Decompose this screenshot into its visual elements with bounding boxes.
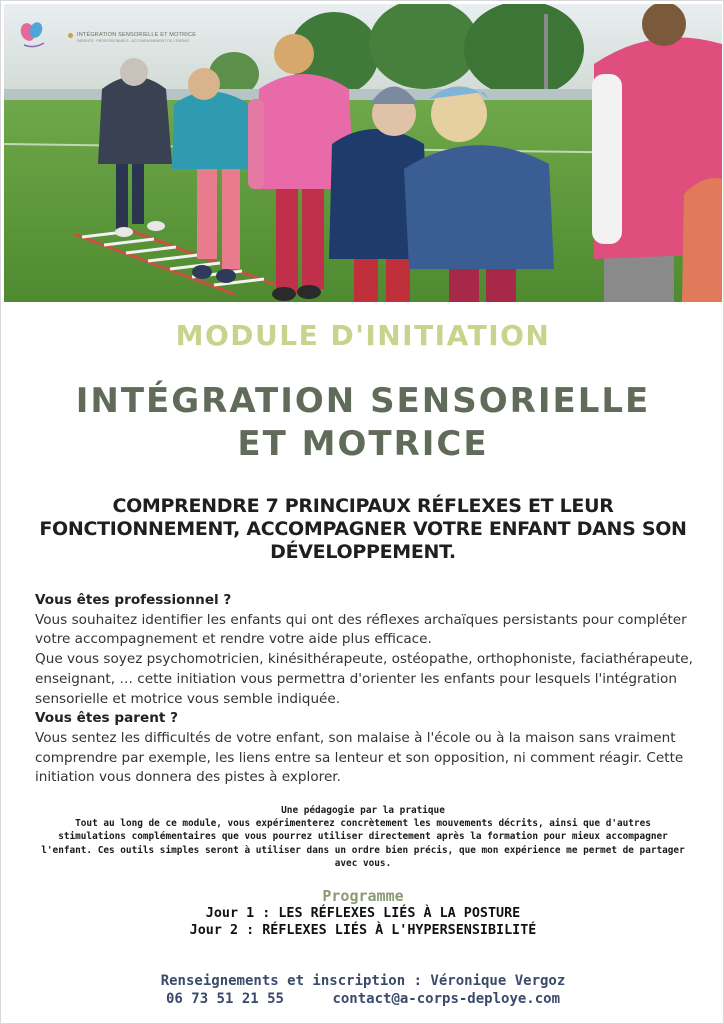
- contact-label: Renseignements et inscription : Véronique Vergoz: [160, 973, 566, 989]
- pro-question: Vous êtes professionnel ?: [35, 592, 232, 608]
- main-title-line2: ET MOTRICE: [237, 424, 489, 464]
- contact-email[interactable]: contact@a-corps-deploye.com: [332, 991, 561, 1007]
- pro-text-2: Que vous soyez psychomotricien, kinésithérapeute, ostéopathe, orthophoniste, faciathérapeute, enseignant, … cette initiation vous permettra d'orienter les enfants pour lesquels l'intégration sensorielle et motrice vous semble indiquée.: [35, 651, 693, 707]
- main-title: [1, 380, 724, 466]
- logo-dot-icon: [68, 33, 73, 38]
- contact-phone[interactable]: 06 73 51 21 55: [165, 991, 284, 1007]
- contact-section: [1, 972, 724, 1008]
- pedagogy-text: Tout au long de ce module, vous expérimenterez concrètement les mouvements décrits, ainsi que d'autres stimulations complémentaires que vous pourrez utiliser directement après la formation pour mieux accompagner l'enfant. Ces outils simples seront à utiliser dans un ordre bien précis, que mon expérience me permet de partager avec vous.: [41, 818, 685, 869]
- body-text: [35, 591, 695, 788]
- programme-section: [1, 887, 724, 939]
- contact-row: [1, 990, 724, 1008]
- pedagogy-section: [41, 804, 685, 870]
- pro-text-1: Vous souhaitez identifier les enfants qui ont des réflexes archaïques persistants pour compléter votre accompagnement et rendre votre aide plus efficace.: [35, 611, 687, 648]
- pedagogy-title: Une pédagogie par la pratique: [281, 805, 445, 816]
- butterfly-logo-icon: [16, 18, 52, 54]
- brand-logo: [16, 18, 196, 54]
- programme-day-1: Jour 1 : LES RÉFLEXES LIÉS À LA POSTURE: [205, 906, 521, 921]
- logo-subtitle: PARENTS · PROFESSIONNELS · ACCOMPAGNEMENT DE L'ENFANT: [77, 39, 190, 43]
- hero-photo: [4, 4, 722, 302]
- programme-day-2: Jour 2 : RÉFLEXES LIÉS À L'HYPERSENSIBILITÉ: [189, 922, 537, 938]
- logo-title: INTÉGRATION SENSORIELLE ET MOTRICE: [77, 32, 197, 38]
- programme-title: Programme: [322, 887, 404, 905]
- parent-text: Vous sentez les difficultés de votre enfant, son malaise à l'école ou à la maison sans vraiment comprendre par exemple, les liens entre sa lenteur et son opposition, ni comment réagir. Cette initiation vous donnera des pistes à explorer.: [35, 729, 684, 786]
- parent-question: Vous êtes parent ?: [35, 710, 178, 727]
- module-title: MODULE D'INITIATION: [175, 319, 551, 352]
- logo-text: [68, 18, 196, 43]
- main-title-line1: INTÉGRATION SENSORIELLE: [75, 381, 651, 421]
- subtitle: COMPRENDRE 7 PRINCIPAUX RÉFLEXES ET LEUR FONCTIONNEMENT, ACCOMPAGNER VOTRE ENFANT DANS SON DÉVELOPPEMENT.: [39, 495, 687, 563]
